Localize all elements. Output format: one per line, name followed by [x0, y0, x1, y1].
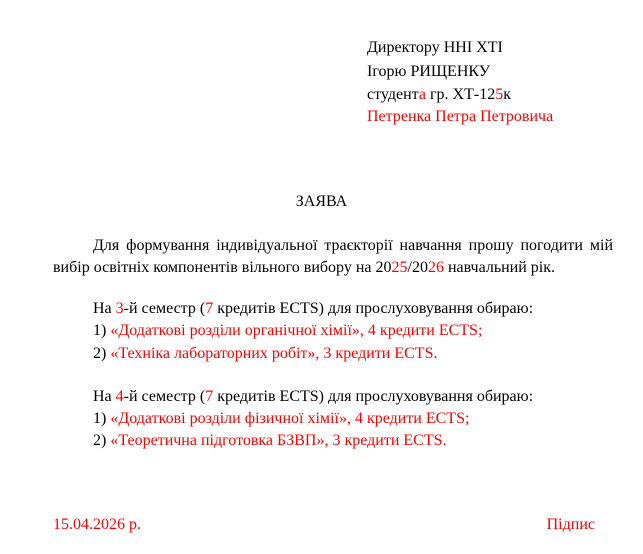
- director-name-text: Ігорю РИЩЕНКУ: [367, 63, 491, 80]
- course-text: «Теоретична підготовка БЗВП», 3 кредити ECTS.: [110, 432, 447, 449]
- year-start-suffix: 25: [391, 259, 408, 276]
- group-suffix: к: [503, 86, 511, 103]
- course-number: 2): [93, 432, 111, 449]
- course-item: [93, 431, 447, 451]
- semester-mid: -й семестр (: [123, 388, 206, 405]
- signature-label: Підпис: [546, 516, 595, 533]
- course-item: [93, 409, 469, 429]
- year-separator: /: [407, 259, 412, 276]
- course-number: 1): [93, 410, 111, 427]
- course-item: [93, 344, 437, 364]
- semester-tail: кредитів ECTS) для прослуховування обираю:: [213, 388, 534, 405]
- intro-paragraph: [53, 235, 613, 279]
- semester-heading: [93, 387, 533, 407]
- year-end-suffix: 26: [427, 259, 444, 276]
- semester-mid: -й семестр (: [123, 300, 206, 317]
- semester-credits: 7: [205, 388, 214, 405]
- semester-lead: На: [93, 300, 116, 317]
- student-name-line: [367, 107, 553, 127]
- course-number: 2): [93, 345, 111, 362]
- course-text: «Техніка лабораторних робіт», 3 кредити ECTS.: [110, 345, 438, 362]
- student-word-ending: а: [418, 86, 426, 103]
- course-item: [93, 321, 482, 341]
- addressee-director-line: [367, 38, 503, 58]
- semester-number: 3: [115, 300, 124, 317]
- student-word: студент: [367, 86, 419, 103]
- course-text: «Додаткові розділи органічної хімії», 4 кредити ECTS;: [110, 322, 483, 339]
- addressee-name-line: [367, 62, 490, 82]
- intro-tail: навчальний рік.: [443, 259, 556, 276]
- student-name-text: Петренка Петра Петровича: [367, 108, 554, 125]
- semester-lead: На: [93, 388, 116, 405]
- year-end-prefix: 20: [411, 259, 428, 276]
- date-text: 15.04.2026 р.: [53, 516, 141, 533]
- course-number: 1): [93, 322, 111, 339]
- student-group-line: [367, 85, 511, 105]
- semester-credits: 7: [205, 300, 214, 317]
- intro-text: Для формування індивідуальної траєкторії навчання прошу погодити мій вибір освітніх компонентів вільного вибору на 20: [53, 237, 613, 276]
- group-prefix: гр. ХТ-12: [429, 86, 496, 103]
- semester-number: 4: [115, 388, 124, 405]
- course-text: «Додаткові розділи фізичної хімії», 4 кредити ECTS;: [110, 410, 470, 427]
- document-title: ЗАЯВА: [295, 193, 348, 210]
- semester-heading: [93, 299, 533, 319]
- director-title-text: Директору ННІ ХТІ: [367, 39, 503, 56]
- semester-tail: кредитів ECTS) для прослуховування обираю:: [213, 300, 534, 317]
- group-digit: 5: [495, 86, 504, 103]
